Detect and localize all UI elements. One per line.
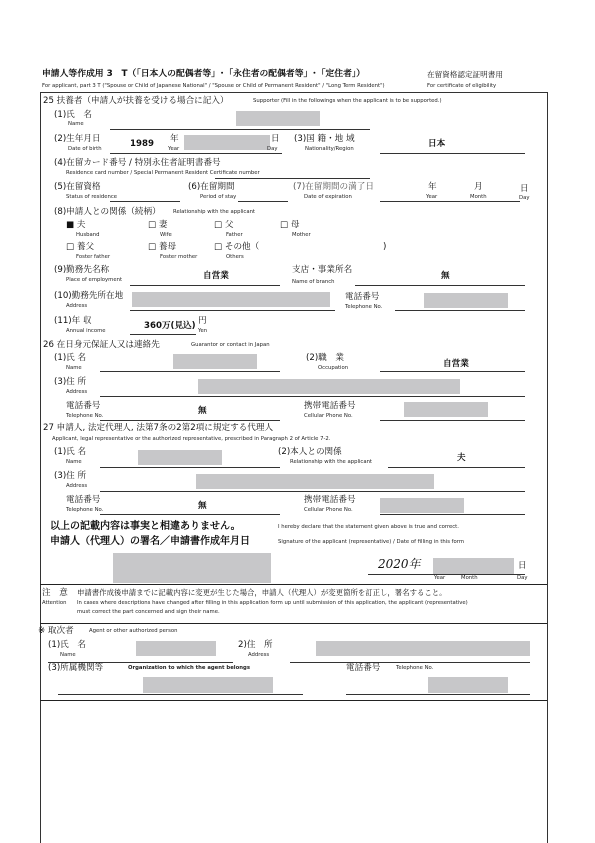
agent-name-label-en: Name [60,652,76,658]
s26-name-redaction [173,354,257,369]
s25-period-label-en: Period of stay [200,194,237,200]
s26-addr-label-en: Address [66,389,88,395]
s25-rel-label: (8)申請人との関係（続柄） [54,207,161,217]
s27-rel-label-en: Relationship with the applicant [290,459,373,465]
rel-option-mother-en: Mother [292,232,311,238]
rel-option-husband-en: Husband [76,232,100,238]
s27-heading-en: Applicant, legal representative or the authorized representative, prescribed in Paragraph 2 of Article 7-2. [52,436,331,442]
s25-dob-day-en: Day [267,146,278,152]
s26-occ-value: 自営業 [443,359,469,369]
agent-name-redaction [136,641,216,656]
rel-option-others[interactable]: □ その他（ [214,242,260,252]
s25-branch-line [355,285,525,286]
s25-status-label: (5)在留資格 [54,182,101,192]
s25-status-line [110,201,180,202]
s27-rel-label: (2)本人との関係 [278,447,342,457]
s25-emp-line [130,285,280,286]
s27-cell-label-en: Cellular Phone No. [304,507,353,513]
s26-cell-redaction [404,402,488,417]
s25-heading-en: Supporter (Fill in the followings when the applicant is to be supported.) [253,98,442,104]
s25-emp-label-en: Place of employment [66,277,123,283]
s27-addr-label-en: Address [66,483,88,489]
s26-addr-redaction [198,379,460,394]
form-subtitle: For applicant, part 3 T ("Spouse or Child of Japanese National" / "Spouse or Child of Permanent Resident" / "Long Term Resident") [42,83,385,89]
s27-tel-label: 電話番号 [66,495,101,505]
rel-option-wife[interactable]: □ 妻 [148,220,168,230]
s25-income-value: 360万(見込) [144,321,196,331]
s25-exp-label-en: Date of expiration [304,194,352,200]
rel-option-father[interactable]: □ 父 [214,220,234,230]
s25-exp-day-en: Day [519,195,530,201]
agent-org-label: (3)所属機関等 [48,663,104,673]
s25-card-label-en: Residence card number / Special Permanent Resident Certificate number [66,170,260,176]
checkbox-icon[interactable]: □ [148,242,157,252]
s25-income-label: (11)年 収 [54,316,92,326]
agent-heading-en: Agent or other authorized person [89,628,178,634]
s25-name-line [110,129,370,130]
s26-cell-label-en: Cellular Phone No. [304,413,353,419]
form-title-right: 在留資格認定証明書用 [427,70,503,79]
checkbox-icon[interactable]: □ [66,242,75,252]
s25-nat-label: (3)国 籍・地 域 [294,134,355,144]
s27-tel-label-en: Telephone No. [66,507,104,513]
s25-emp-value: 自営業 [203,271,229,281]
agent-org-redaction [143,677,273,693]
s27-rel-line [388,467,525,468]
declaration-line1: 以上の記載内容は事実と相違ありません。 [50,521,241,532]
declaration-day-en: Day [517,575,528,581]
form-title: 申請人等作成用 3 T（「日本人の配偶者等」･「永住者の配偶者等」･「定住者」） [42,69,366,79]
s25-addr-redaction [132,292,330,307]
s27-addr-line [100,491,525,492]
s26-tel-label: 電話番号 [66,401,101,411]
declaration-line2: 申請人（代理人）の署名／申請書作成年月日 [50,536,250,547]
s26-name-label: (1)氏 名 [54,353,87,363]
s25-yen-jp: 円 [198,316,207,326]
s26-tel-value: 無 [198,406,207,416]
s25-addr-label-en: Address [66,303,88,309]
s25-branch-value: 無 [441,271,450,281]
rel-option-wife-en: Wife [160,232,172,238]
s25-name-label: (1)氏 名 [54,110,92,120]
rel-option-foster-mother[interactable]: □ 養母 [148,242,177,252]
s25-nat-line [380,153,525,154]
s26-occ-label-en: Occupation [318,365,349,371]
s25-dob-redaction [184,135,270,150]
s26-addr-label: (3)住 所 [54,377,87,387]
s26-addr-line [100,396,525,397]
s27-tel-value: 無 [198,501,207,511]
rel-option-foster-father-en: Foster father [76,254,111,260]
s27-name-line [100,467,280,468]
rel-others-close: ) [383,242,387,252]
s27-tel-line [100,514,280,515]
s25-heading: 25 扶養者（申請人が扶養を受ける場合に記入） [43,96,229,106]
rel-option-husband[interactable]: ■ 夫 [66,220,86,230]
s25-exp-year-jp: 年 [428,182,437,192]
rel-option-others-en: Others [226,254,244,260]
agent-addr-line [290,662,530,663]
declaration-date-year: 2020年 [378,557,421,571]
s25-addr-label: (10)勤務先所在地 [54,291,124,301]
declaration-day-jp: 日 [518,561,527,571]
attention-divider [40,584,547,585]
declaration-month-en: Month [461,575,478,581]
s25-branch-label-en: Name of branch [292,279,335,285]
s25-exp-year-en: Year [426,194,438,200]
agent-addr-label-en: Address [248,652,270,658]
s27-heading: 27 申請人, 法定代理人, 法第7条の2第2項に規定する代理人 [43,423,274,433]
s26-cell-line [380,420,525,421]
attention-text-en2: must correct the part concerned and sign their name. [77,609,220,615]
rel-option-foster-mother-en: Foster mother [160,254,198,260]
s25-income-line [130,334,196,335]
attention-text: 申請書作成後申請までに記載内容に変更が生じた場合，申請人（代理人）が変更箇所を訂正し，署名すること。 [77,588,447,597]
attention-text-en1: In cases where descriptions have changed after filling in this application form up until submission of this application, the applicant (representative) [77,600,468,606]
s27-addr-label: (3)住 所 [54,471,87,481]
s25-name-label-en: Name [68,121,84,127]
form-subtitle-right: For certificate of eligibility [427,83,497,89]
agent-divider [40,623,547,624]
s27-cell-line [380,514,525,515]
s25-period-line [238,201,288,202]
s27-cell-label: 携帯電話番号 [304,495,356,505]
s26-tel-line [100,420,280,421]
s26-cell-label: 携帯電話番号 [304,401,356,411]
s25-tel-label-en: Telephone No. [345,304,383,310]
s27-name-redaction [138,450,222,465]
s25-tel-redaction [424,293,508,308]
s25-dob-year-jp: 年 [170,134,179,144]
s25-emp-label: (9)勤務先名称 [54,265,110,275]
agent-name-label: (1)氏 名 [48,640,86,650]
s25-dob-year-en: Year [168,146,180,152]
s27-name-label: (1)氏 名 [54,447,87,457]
s27-addr-redaction [196,474,434,489]
agent-tel-line [346,694,530,695]
agent-org-label-en: Organization to which the agent belongs [128,665,250,671]
rel-option-father-en: Father [226,232,243,238]
s27-name-label-en: Name [66,459,82,465]
s25-income-label-en: Annual income [66,328,106,334]
s25-period-label: (6)在留期間 [188,182,235,192]
s26-name-line [100,371,280,372]
s25-dob-label-en: Date of birth [68,146,102,152]
s25-addr-line [130,310,335,311]
s27-cell-redaction [380,498,464,513]
s25-tel-line [395,310,525,311]
agent-addr-label: 2)住 所 [238,640,273,650]
s25-dob-day-jp: 日 [271,134,280,144]
s25-dob-year: 1989 [130,139,154,149]
s27-rel-value: 夫 [457,453,466,463]
s25-exp-month-en: Month [470,194,487,200]
s26-heading-en: Guarantor or contact in Japan [191,342,270,348]
s25-card-label: (4)在留カード番号 / 特別永住者証明書番号 [54,158,221,168]
s25-nat-value: 日本 [428,139,446,149]
checkbox-icon[interactable]: □ [280,220,289,230]
rel-option-mother[interactable]: □ 母 [280,220,300,230]
declaration-year-en: Year [434,575,446,581]
s25-exp-day-jp: 日 [520,184,529,194]
s26-tel-label-en: Telephone No. [66,413,104,419]
s25-status-label-en: Status of residence [66,194,118,200]
agent-addr-redaction [316,641,530,656]
agent-heading: ※ 取次者 [38,626,74,636]
checkbox-icon[interactable]: □ [214,242,223,252]
s25-exp-line [380,201,520,202]
s25-name-redaction [236,111,320,126]
attention-label: 注 意 [42,588,68,598]
declaration-date-line [368,574,525,575]
s26-heading: 26 在日身元保証人又は連絡先 [43,340,160,350]
agent-tel-label-en: Telephone No. [396,665,434,671]
s25-dob-label: (2)生年月日 [54,134,101,144]
agent-tel-redaction [428,677,508,693]
checkbox-icon[interactable]: □ [214,220,223,230]
s25-exp-label: (7)在留期間の満了日 [293,182,374,192]
s26-occ-label: (2)職 業 [306,353,344,363]
s26-occ-line [380,371,525,372]
declaration-line1-en: I hereby declare that the statement given above is true and correct. [278,524,459,530]
s25-tel-label: 電話番号 [345,292,380,302]
s25-rel-label-en: Relationship with the applicant [173,209,256,215]
checkbox-checked-icon[interactable]: ■ [66,220,75,230]
declaration-date-redaction [433,558,514,574]
s25-card-line [215,178,370,179]
agent-org-line [58,694,303,695]
agent-tel-label: 電話番号 [346,663,381,673]
rel-option-foster-father[interactable]: □ 養父 [66,242,95,252]
s25-dob-line [110,153,282,154]
agent-bottom-divider [40,700,547,701]
checkbox-icon[interactable]: □ [148,220,157,230]
s25-yen-en: Yen [198,328,208,334]
signature-redaction [113,553,271,583]
s25-nat-label-en: Nationality/Region [305,146,354,152]
s25-branch-label: 支店・事業所名 [292,265,353,275]
s26-name-label-en: Name [66,365,82,371]
attention-label-en: Attention [42,600,67,606]
s25-exp-month-jp: 月 [474,182,483,192]
declaration-line2-en: Signature of the applicant (representative) / Date of filling in this form [278,539,465,545]
